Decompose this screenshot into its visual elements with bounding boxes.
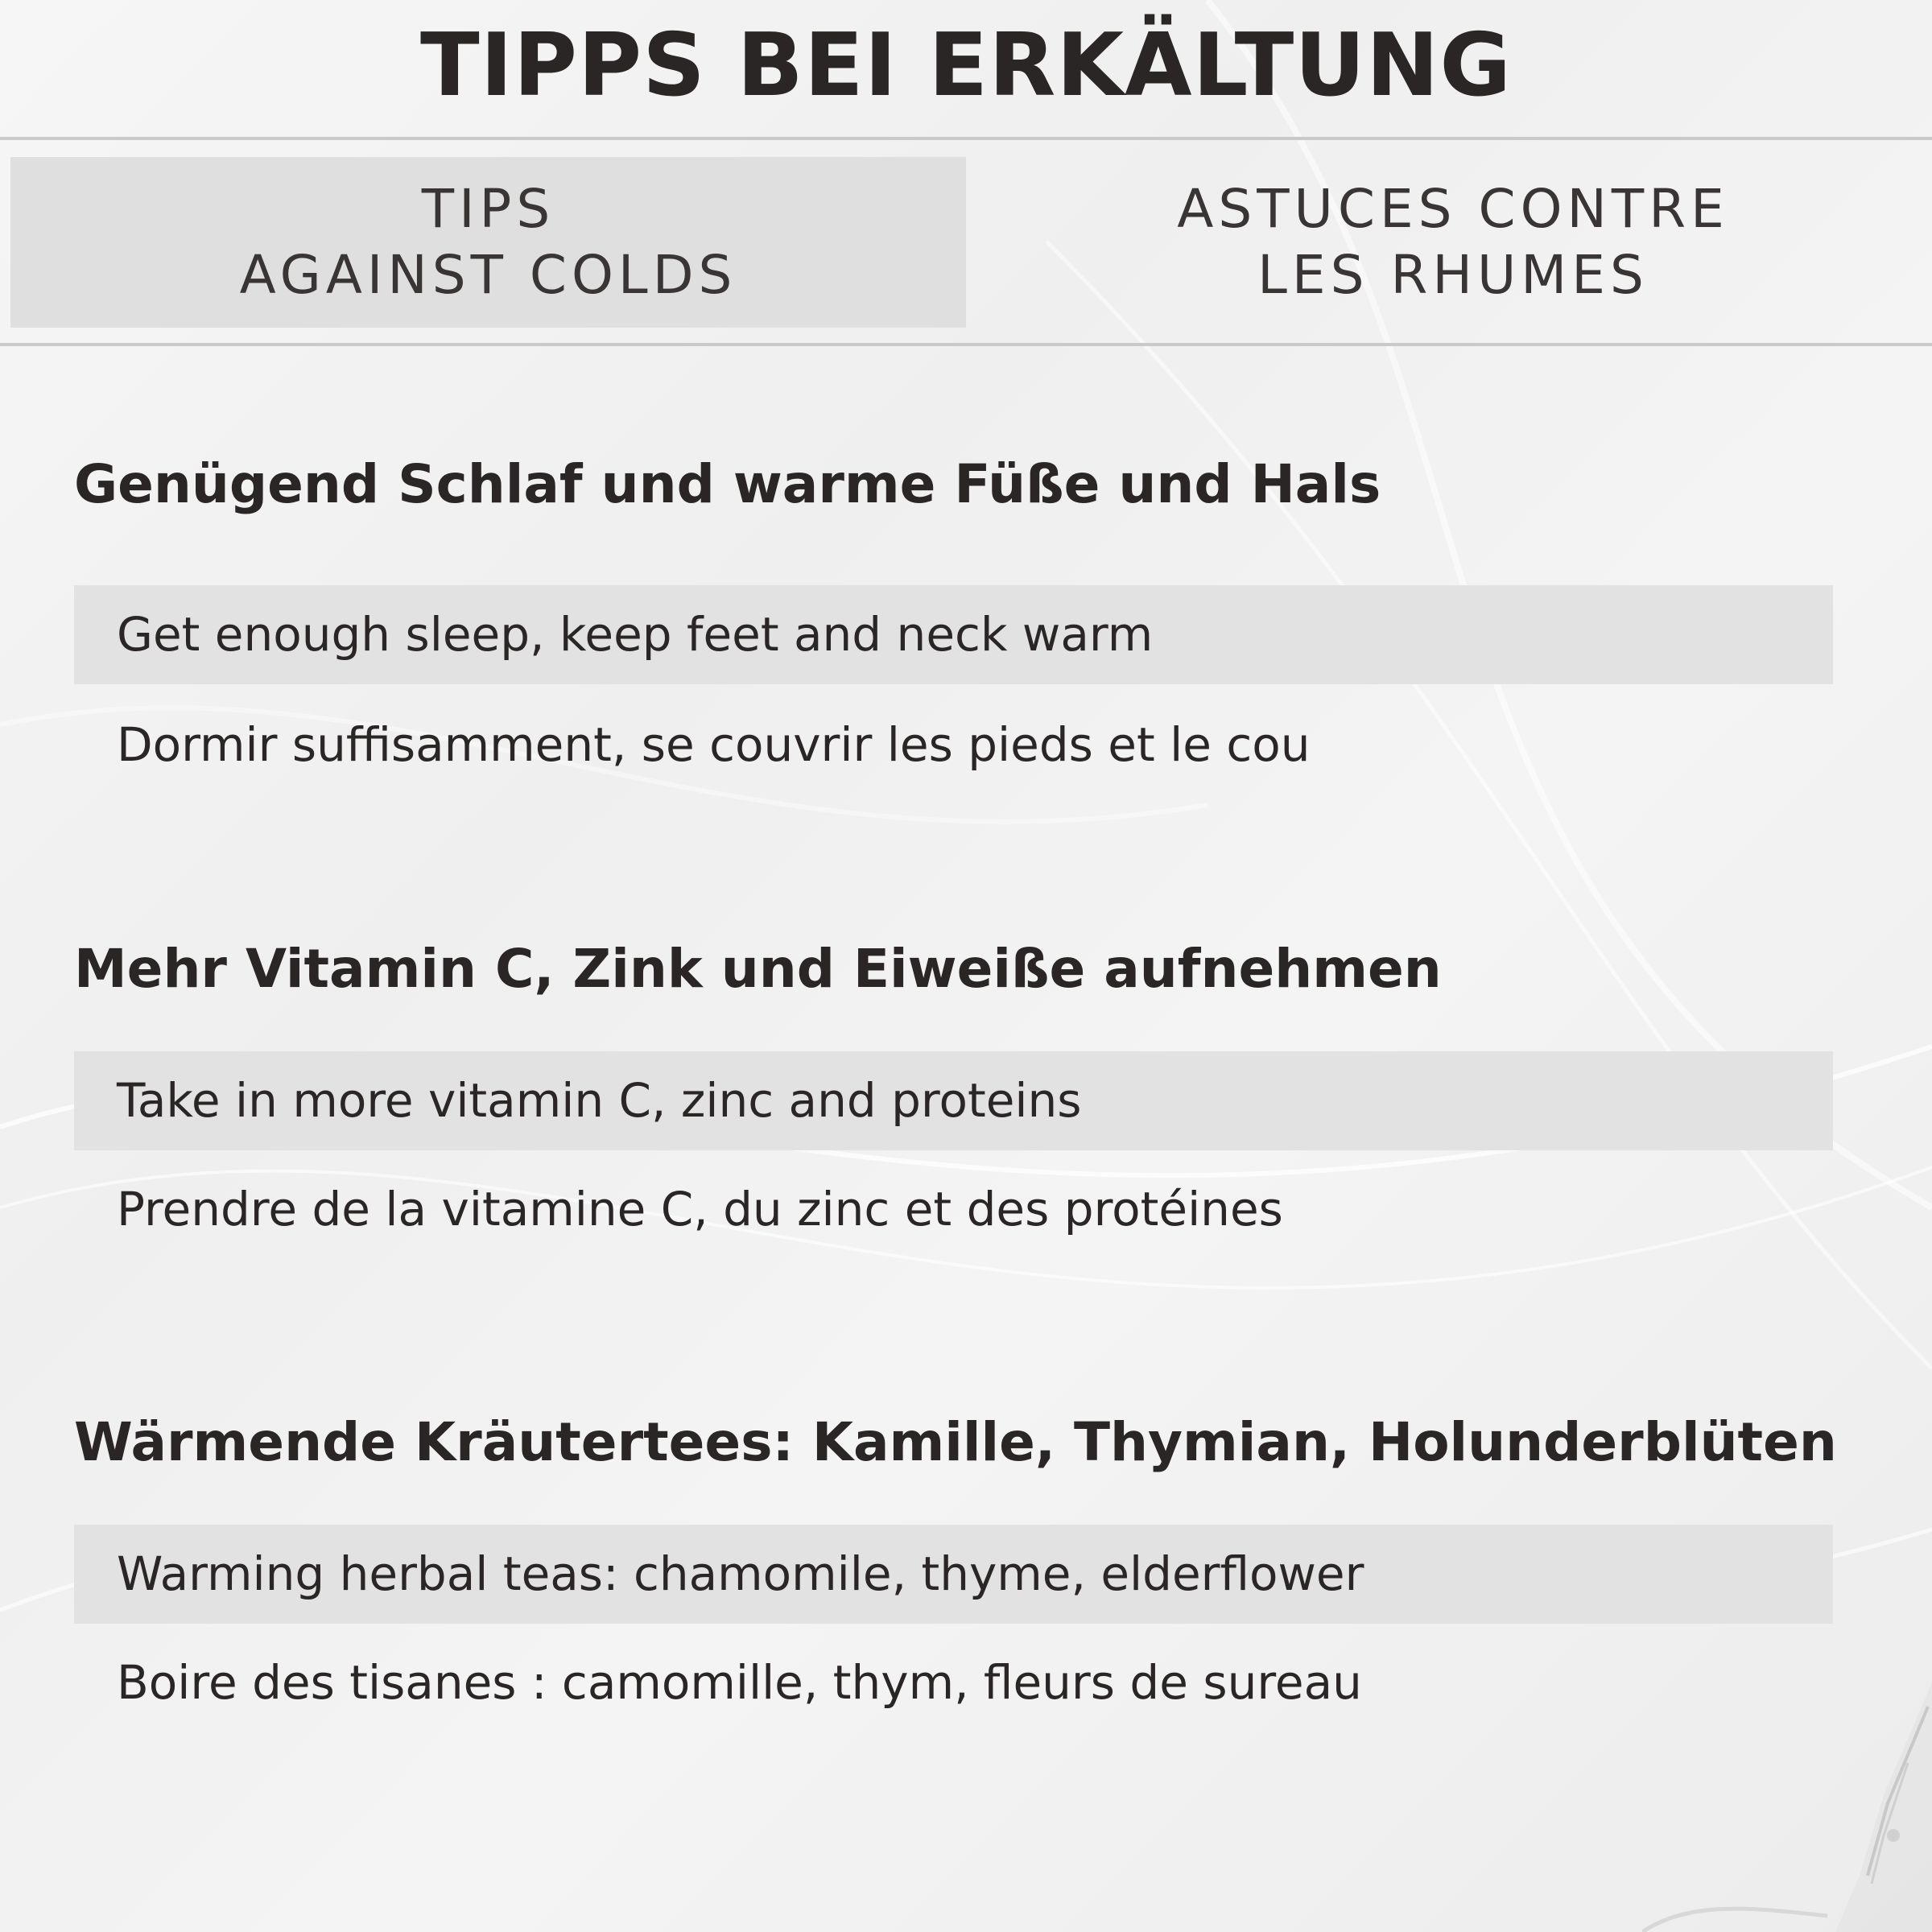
tip-1-english-box (74, 585, 1833, 684)
tip-1-german-heading: Genügend Schlaf und warme Füße und Hals (74, 453, 1381, 515)
english-subtitle-box (10, 157, 966, 328)
tip-3-english-box (74, 1525, 1833, 1624)
tip-1-french-text: Dormir suffisamment, se couvrir les pieds et le cou (117, 717, 1311, 772)
top-divider (0, 137, 1932, 140)
french-subtitle-line-2: LES RHUMES (1257, 244, 1649, 306)
french-subtitle-line-1: ASTUCES CONTRE (1177, 178, 1729, 240)
tip-1-english-text: Get enough sleep, keep feet and neck warm (117, 607, 1154, 662)
page-title: TIPPS BEI ERKÄLTUNG (420, 15, 1512, 116)
english-subtitle-line-1: TIPS (421, 178, 555, 240)
french-subtitle-box (974, 157, 1932, 328)
tip-2-english-text: Take in more vitamin C, zinc and proteins (117, 1073, 1082, 1128)
fountain-pen-nib-icon (1642, 1674, 1932, 1932)
bottom-divider (0, 343, 1932, 346)
tip-3-french-text: Boire des tisanes : camomille, thym, fleurs de sureau (117, 1655, 1362, 1710)
tip-2-french-text: Prendre de la vitamine C, du zinc et des protéines (117, 1182, 1283, 1236)
tip-2-english-box (74, 1051, 1833, 1150)
tip-3-english-text: Warming herbal teas: chamomile, thyme, elderflower (117, 1546, 1364, 1601)
tip-2-german-heading: Mehr Vitamin C, Zink und Eiweiße aufnehmen (74, 938, 1442, 1000)
tip-3-german-heading: Wärmende Kräutertees: Kamille, Thymian, Holunderblüten (74, 1411, 1837, 1473)
english-subtitle-line-2: AGAINST COLDS (239, 244, 737, 306)
